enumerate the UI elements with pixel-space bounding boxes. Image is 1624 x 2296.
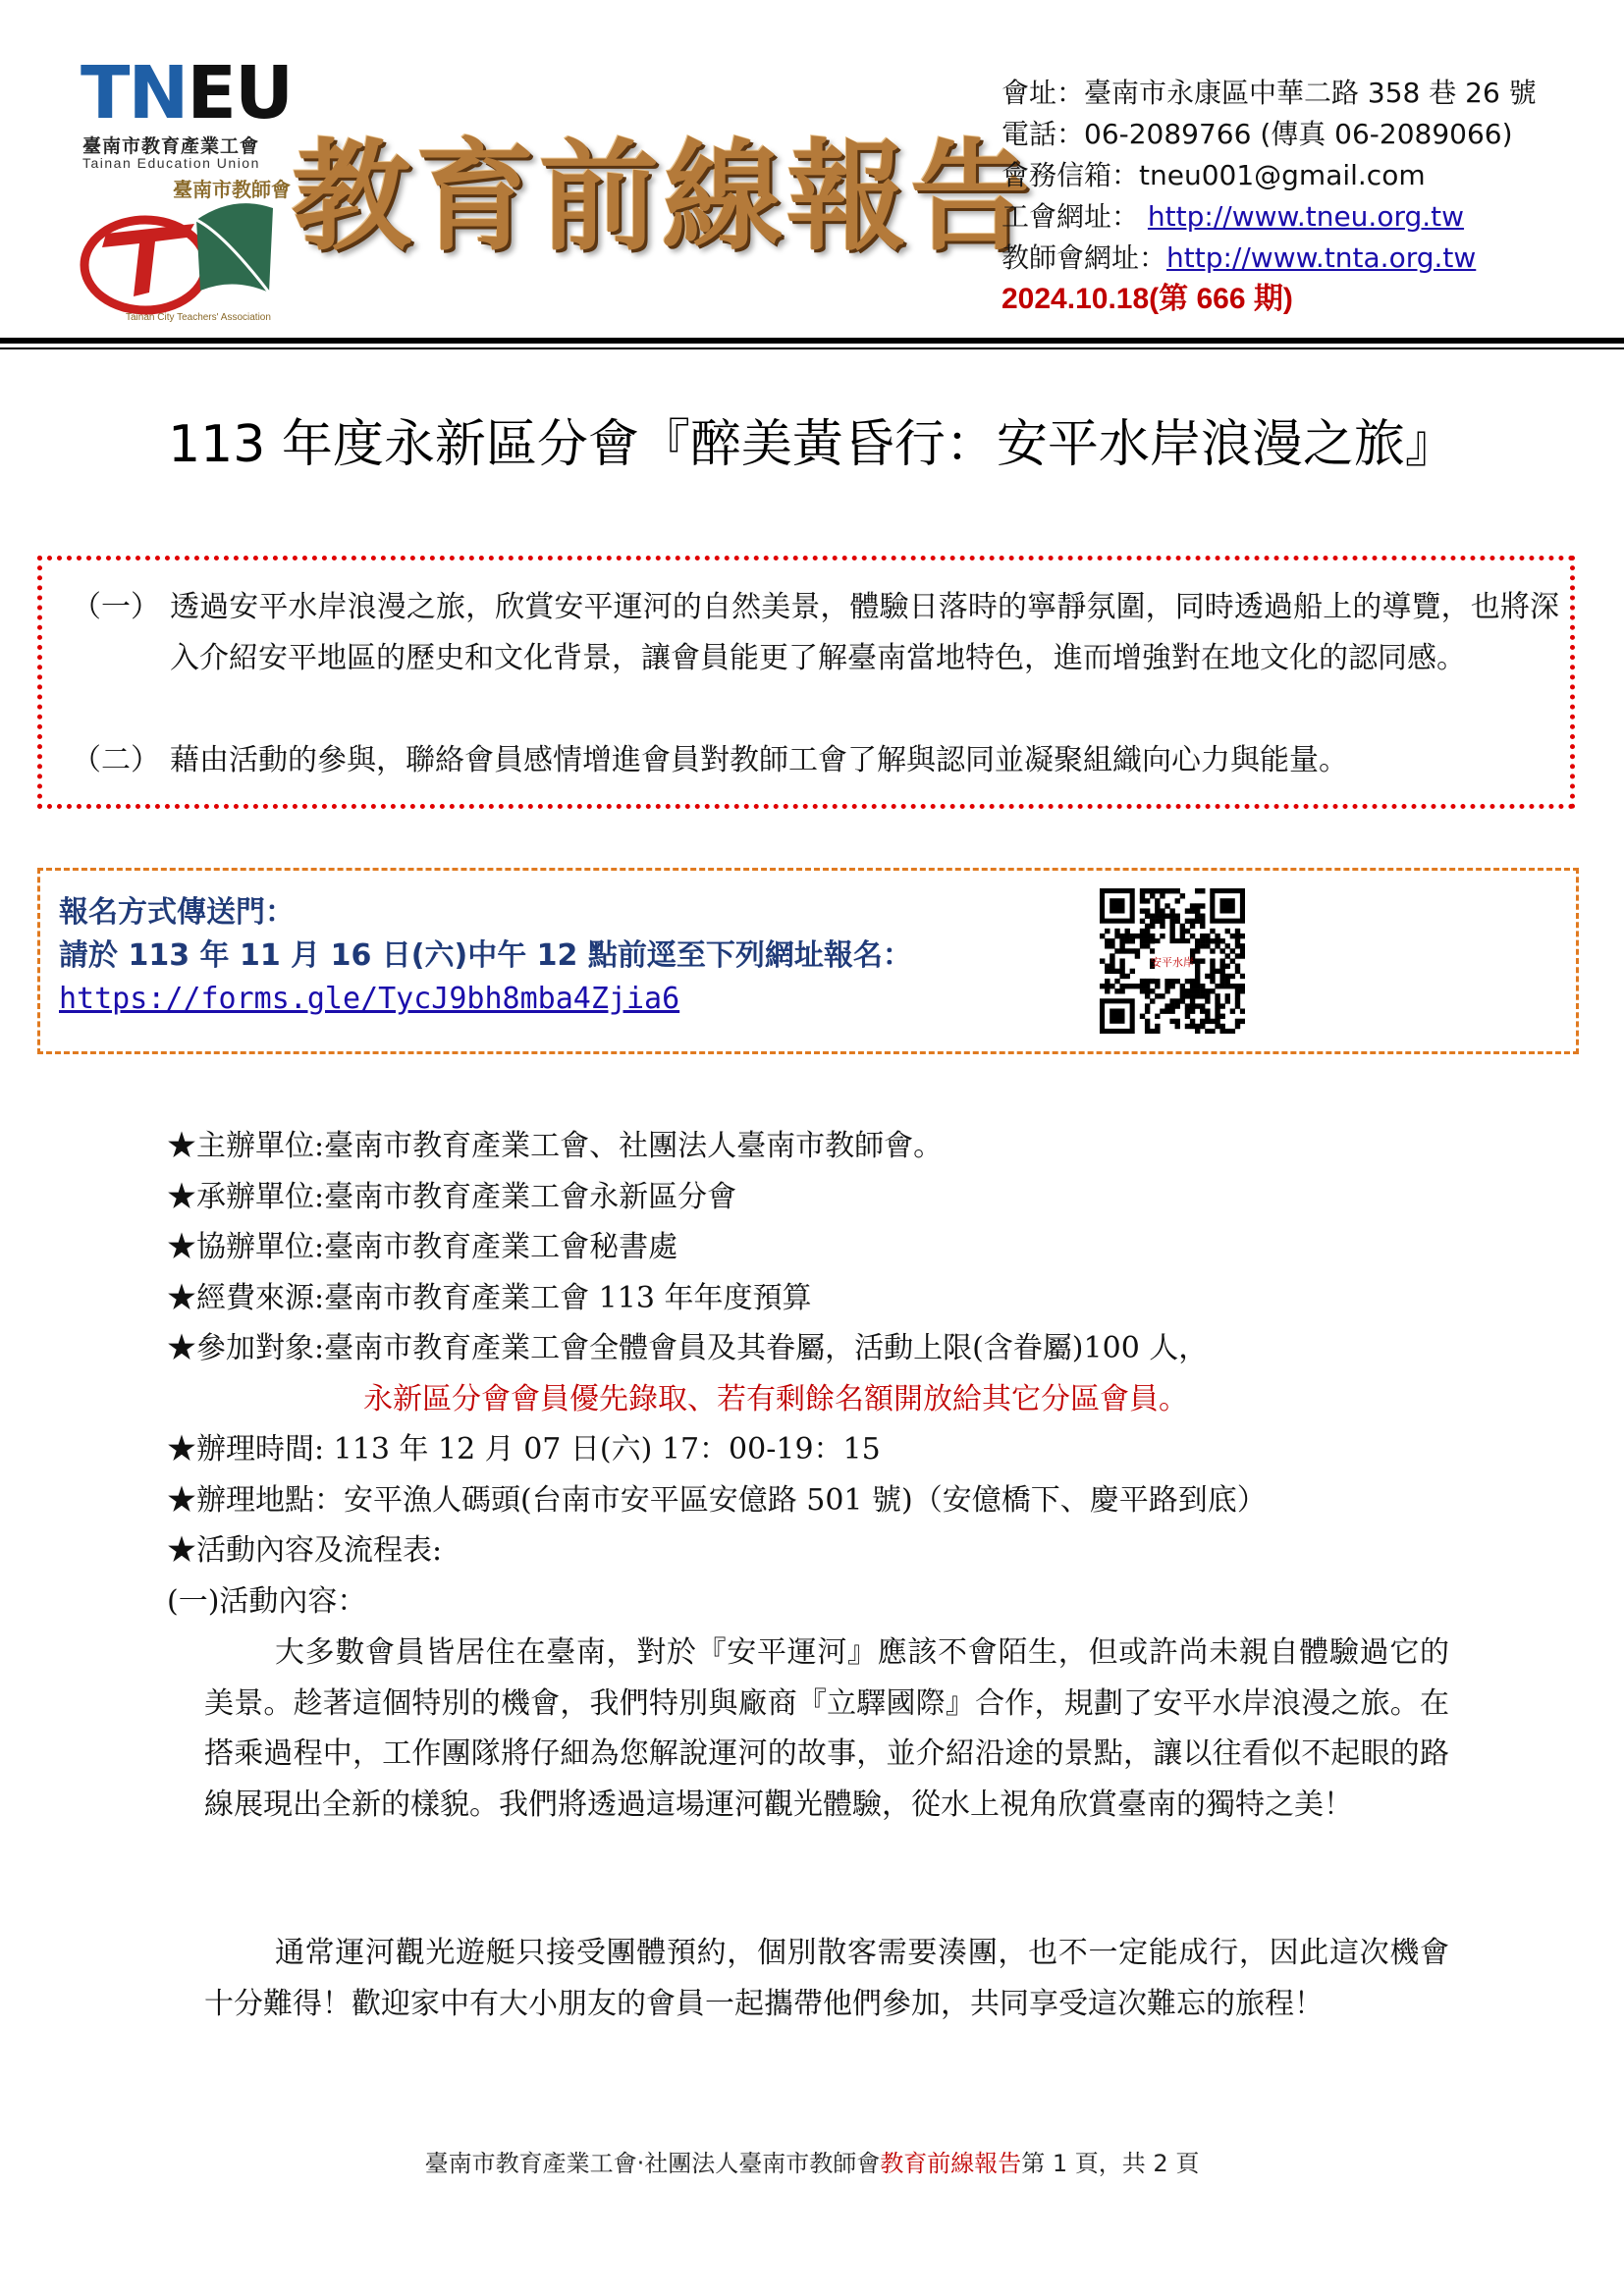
purpose-item-number: （二） <box>72 743 160 777</box>
purpose-box <box>37 556 1575 809</box>
event-info-list <box>167 1121 1473 1627</box>
body-paragraph-1: 大多數會員皆居住在臺南，對於『安平運河』應該不會陌生，但或許尚未親自體驗過它的美景。趁著這個特別的機會，我們特別與廠商『立驛國際』合作，規劃了安平水岸浪漫之旅。在搭乘過程中，工作團隊將仔細為您解說運河的故事，並介紹沿途的景點，讓以往看似不起眼的路線展現出全新的樣貌。我們將透過這場運河觀光體驗，從水上視角欣賞臺南的獨特之美！ <box>204 1635 1449 1822</box>
contact-address: 會址：臺南市永康區中華二路 358 巷 26 號 <box>1001 77 1537 109</box>
qr-code-icon <box>1100 888 1245 1034</box>
registration-form-link[interactable]: https://forms.gle/TycJ9bh8mba4Zjia6 <box>59 982 680 1016</box>
tneu-logo-wordmark: TNEU <box>81 51 293 135</box>
contact-phone: 電話：06-2089766 (傳真 06-2089066) <box>1001 118 1513 150</box>
info-participants-note: 永新區分會會員優先錄取、若有剩餘名額開放給其它分區會員。 <box>363 1381 1188 1416</box>
footer-highlight: 教育前線報告 <box>880 2150 1022 2177</box>
teachers-association-emblem-icon <box>77 175 291 328</box>
issue-date: 2024.10.18(第 666 期) <box>1001 283 1293 315</box>
info-time: ★辦理時間: 113 年 12 月 07 日(六) 17：00-19：15 <box>167 1432 881 1467</box>
info-funding: ★經費來源:臺南市教育產業工會 113 年年度預算 <box>167 1280 812 1315</box>
teachers-association-en: Tainan City Teachers' Association <box>126 312 271 323</box>
union-site-link[interactable]: http://www.tneu.org.tw <box>1147 200 1465 233</box>
contact-union-site <box>1001 196 1610 238</box>
qr-center-label: 安平水岸 <box>1151 956 1194 969</box>
header-rule-thick <box>0 338 1624 344</box>
body-paragraph-2: 通常運河觀光遊艇只接受團體預約，個別散客需要湊團，也不一定能成行，因此這次機會十分難得！歡迎家中有大小朋友的會員一起攜帶他們參加，共同享受這次難忘的旅程！ <box>204 1936 1449 2021</box>
info-participants: ★參加對象:臺南市教育產業工會全體會員及其眷屬，活動上限(含眷屬)100 人， <box>167 1331 1209 1365</box>
union-name-en: Tainan Education Union <box>82 155 260 171</box>
assoc-site-label: 教師會網址： <box>1001 241 1167 274</box>
registration-text <box>59 891 912 1021</box>
union-site-label: 工會網址： <box>1001 200 1140 233</box>
tneu-logo <box>81 51 308 171</box>
purpose-item-number: （一） <box>72 590 160 624</box>
info-organizer: ★主辦單位:臺南市教育產業工會、社團法人臺南市教師會。 <box>167 1129 944 1163</box>
teachers-association-cn-label: 臺南市教師會 <box>173 178 291 201</box>
footer-page-number: 第 1 頁，共 2 頁 <box>1021 2150 1200 2177</box>
info-location: ★辦理地點：安平漁人碼頭(台南市安平區安億路 501 號)（安億橋下、慶平路到底） <box>167 1482 1267 1518</box>
masthead <box>292 88 1034 285</box>
registration-heading: 報名方式傳送門： <box>59 895 295 930</box>
footer-prefix: 臺南市教育產業工會‧社團法人臺南市教師會 <box>424 2150 881 2177</box>
masthead-title: 教育前線報告 <box>292 127 1034 267</box>
info-content-sub: (一)活動內容： <box>167 1583 367 1619</box>
page-footer <box>0 2144 1624 2178</box>
info-executor: ★承辦單位:臺南市教育產業工會永新區分會 <box>167 1179 737 1214</box>
header-rule-thin <box>0 347 1624 349</box>
contact-block <box>1001 73 1610 320</box>
info-content-heading: ★活動內容及流程表: <box>167 1533 443 1568</box>
registration-qr-code[interactable] <box>1100 888 1245 1034</box>
union-name-cn: 臺南市教育產業工會 <box>82 135 260 157</box>
document-title: 113 年度永新區分會『醉美黃昏行：安平水岸浪漫之旅』 <box>168 415 1456 474</box>
info-co-organizer: ★協辦單位:臺南市教育產業工會秘書處 <box>167 1230 678 1264</box>
assoc-site-link[interactable]: http://www.tnta.org.tw <box>1166 241 1477 274</box>
contact-assoc-site <box>1001 238 1610 279</box>
purpose-item-text: 透過安平水岸浪漫之旅，欣賞安平運河的自然美景，體驗日落時的寧靜氛圍，同時透過船上的導覽，也將深入介紹安平地區的歷史和文化背景，讓會員能更了解臺南當地特色，進而增強對在地文化的認同感。 <box>170 590 1559 675</box>
teachers-association-logo <box>77 175 291 328</box>
contact-email: 會務信箱：tneu001@gmail.com <box>1001 159 1426 191</box>
registration-instruction: 請於 113 年 11 月 16 日(六)中午 12 點前逕至下列網址報名： <box>59 938 912 973</box>
purpose-item-text: 藉由活動的參與，聯絡會員感情增進會員對教師工會了解與認同並凝聚組織向心力與能量。 <box>170 743 1348 777</box>
